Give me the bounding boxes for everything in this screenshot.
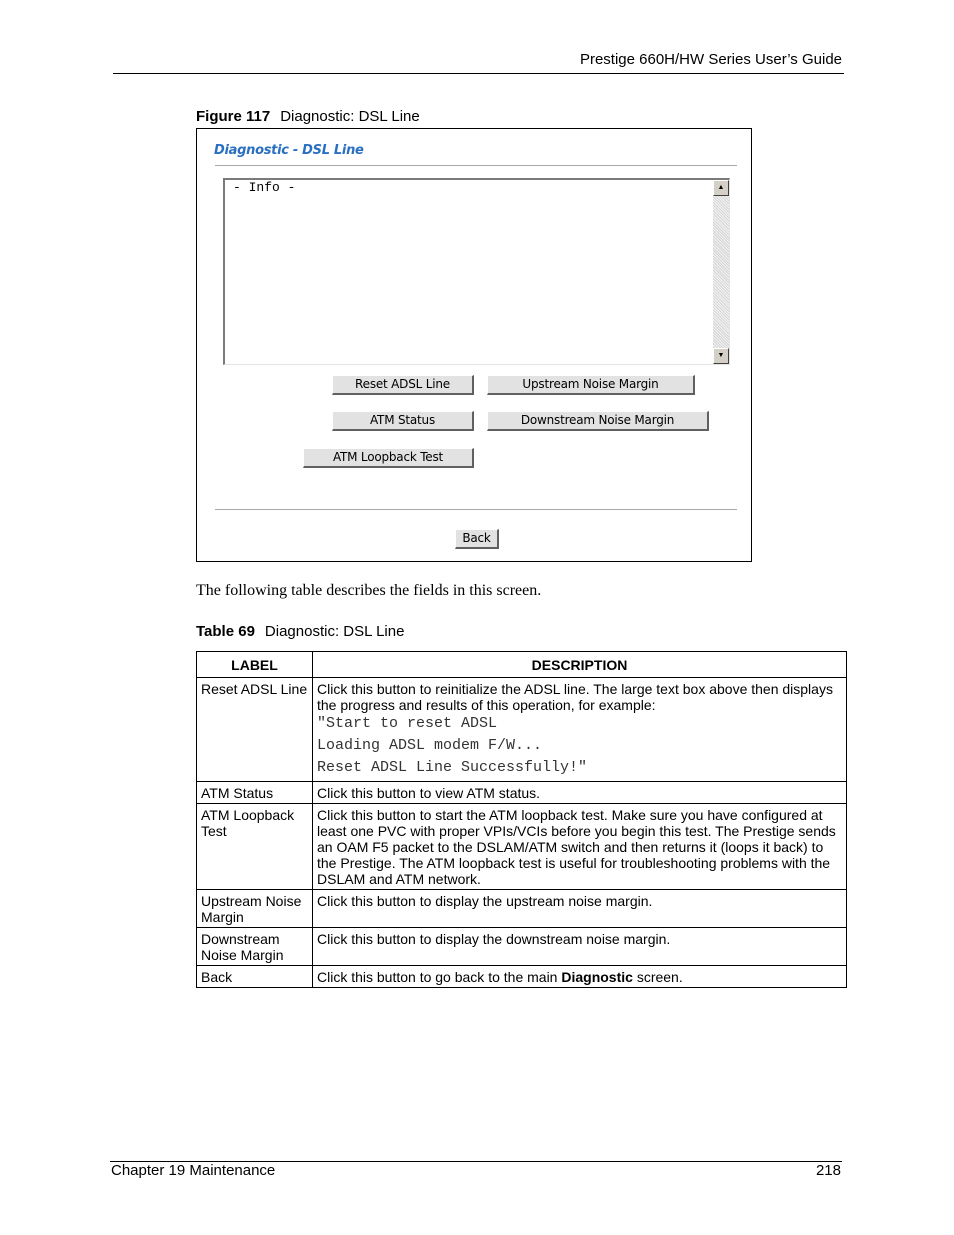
column-header-description: DESCRIPTION	[313, 652, 847, 678]
row-label: ATM Status	[197, 782, 313, 804]
row-description	[313, 966, 847, 988]
footer-page-number: 218	[815, 1162, 841, 1179]
code-line: Loading ADSL modem F/W...	[317, 737, 543, 754]
info-textarea[interactable]	[223, 178, 730, 365]
atm-status-button[interactable]: ATM Status	[332, 411, 474, 431]
row-description: Click this button to display the downstream noise margin.	[313, 928, 847, 966]
table-row	[197, 928, 847, 966]
back-button[interactable]: Back	[455, 529, 499, 549]
table-header-row	[197, 652, 847, 678]
table-row	[197, 804, 847, 890]
description-table	[196, 651, 847, 988]
intro-paragraph: The following table describes the fields in this screen.	[196, 582, 542, 599]
row-description-pre: Click this button to go back to the main	[317, 969, 562, 985]
row-description-text: Click this button to reinitialize the ADSL line. The large text box above then displays the progress and results of this operation, for example:	[317, 681, 833, 713]
row-description: Click this button to view ATM status.	[313, 782, 847, 804]
row-description-post: screen.	[632, 969, 683, 985]
reset-adsl-line-button[interactable]: Reset ADSL Line	[332, 375, 474, 395]
column-header-label: LABEL	[197, 652, 313, 678]
screenshot-figure	[196, 128, 752, 562]
atm-loopback-test-button[interactable]: ATM Loopback Test	[303, 448, 474, 468]
table-row	[197, 890, 847, 928]
textarea-scrollbar[interactable]	[713, 180, 729, 364]
scroll-up-arrow-icon[interactable]: ▲	[713, 180, 729, 196]
scroll-down-arrow-icon[interactable]: ▼	[713, 348, 729, 364]
footer-chapter: Chapter 19 Maintenance	[111, 1162, 276, 1179]
figure-caption	[196, 108, 420, 125]
screen-divider-top	[215, 165, 737, 167]
table-caption-label: Table 69	[196, 623, 255, 640]
figure-caption-label: Figure 117	[196, 108, 271, 125]
screen-title: Diagnostic - DSL Line	[214, 143, 364, 158]
row-description-bold: Diagnostic	[561, 969, 633, 985]
header-rule	[113, 73, 844, 74]
row-label: Upstream Noise Margin	[197, 890, 313, 928]
row-description: Click this button to start the ATM loopback test. Make sure you have configured at least one PVC with proper VPIs/VCIs before you begin this test. The Prestige sends an OAM F5 packet to the DSLAM/ATM switch and then returns it (loops it back) to the Prestige. The ATM loopback test is useful for troubleshooting problems with the DSLAM and ATM network.	[313, 804, 847, 890]
code-line: "Start to reset ADSL	[317, 715, 498, 732]
code-line: Reset ADSL Line Successfully!"	[317, 759, 588, 776]
upstream-noise-margin-button[interactable]: Upstream Noise Margin	[487, 375, 695, 395]
table-row	[197, 966, 847, 988]
table-row	[197, 678, 847, 782]
row-description: Click this button to display the upstream noise margin.	[313, 890, 847, 928]
table-caption	[196, 623, 404, 640]
screen-divider-bottom	[215, 509, 737, 511]
row-label: ATM Loopback Test	[197, 804, 313, 890]
running-header: Prestige 660H/HW Series User’s Guide	[579, 51, 842, 68]
info-text: - Info -	[233, 180, 296, 195]
table-caption-text: Diagnostic: DSL Line	[264, 623, 405, 640]
row-description	[313, 678, 847, 782]
row-label: Downstream Noise Margin	[197, 928, 313, 966]
figure-caption-text: Diagnostic: DSL Line	[280, 108, 420, 125]
downstream-noise-margin-button[interactable]: Downstream Noise Margin	[487, 411, 709, 431]
row-label: Back	[197, 966, 313, 988]
table-row	[197, 782, 847, 804]
row-label: Reset ADSL Line	[197, 678, 313, 782]
